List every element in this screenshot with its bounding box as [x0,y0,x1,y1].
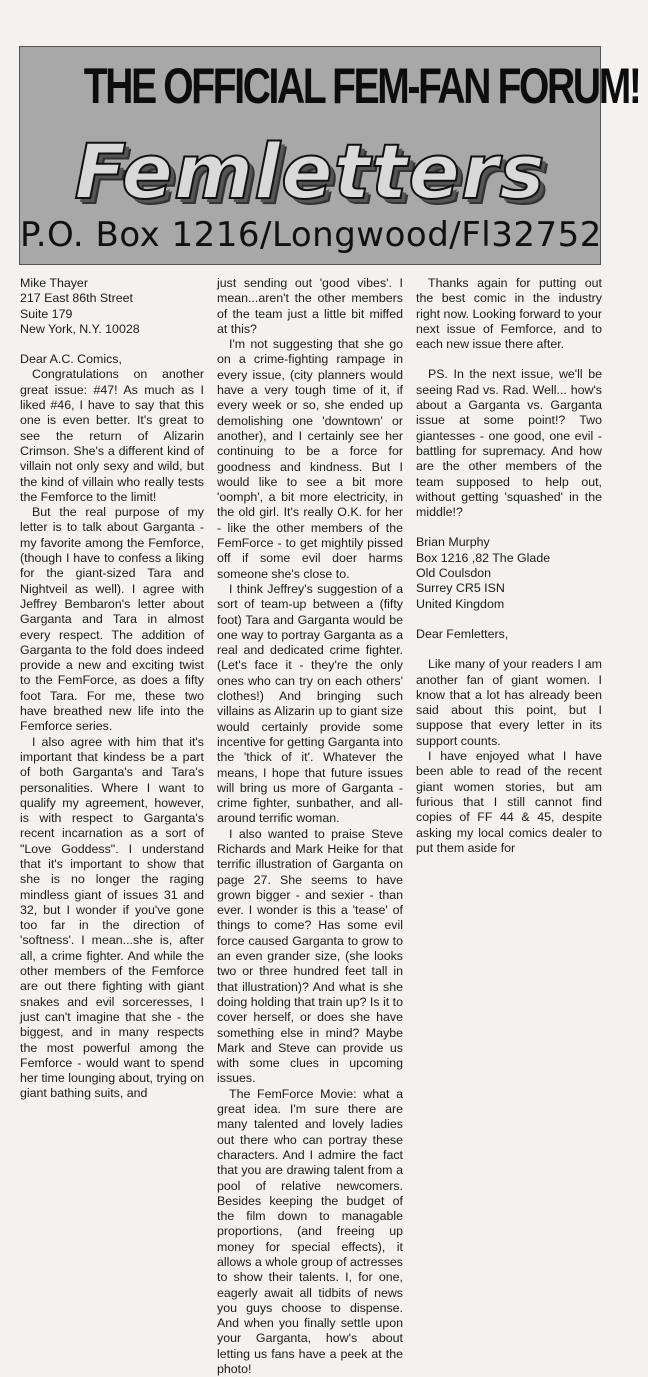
sender-line: Mike Thayer [20,276,88,290]
sender-line: Suite 179 [20,306,73,321]
sender-address-2 [416,535,602,611]
mailing-address: P.O. Box 1216/Longwood/Fl32752 [20,215,602,255]
paragraph: Thanks again for putting out the best comic in the industry right now. Looking forward to your next issue of Femforce, and to each new issue there after. [416,276,602,352]
sender-address-1 [20,276,204,337]
sender-line: Brian Murphy [416,535,490,550]
paragraph: But the real purpose of my letter is to talk about Garganta - my favorite among the Femforce, (though I have to confess a liking for the giant-sized Tara and Nightveil as well). I agree with Jeffrey Bembaron's letter about Garganta and Tara in almost every respect. The addition of Garganta to the fold does indeed provide a new and exciting twist to the FemForce, as does a fifty foot Tara. For me, these two have breathed new life into the Femforce series. [20,505,204,734]
editor-reply: PS. In the next issue, we'll be seeing Rad vs. Rad. Well... how's about a Garganta vs. Garganta issue at some point!? Two giantesses - one good, one evil - battling for supremacy. And how are the other members of the team supposed to help out, without getting 'squashed' in the middle!? [416,367,602,520]
femletters-logo: Femletters [74,127,546,216]
forum-title: THE OFFICIAL FEM-FAN FORUM! [83,58,640,114]
forum-header [19,46,640,265]
salutation: Dear A.C. Comics, [20,352,122,367]
sender-line: Old Coulsdon [416,566,492,581]
paragraph: I also wanted to praise Steve Richards and Mark Heike for that terrific illustration of Garganta on page 27. She seems to have grown bigger - and sexier - than ever. I wonder is this a 'tease' of things to come? Has some evil force caused Garganta to grow to an even grander size, (she looks two or three hundred feet tall in that illustration)? And what is she doing holding that train up? Is it to cover herself, or does she have something else in mind? Maybe Mark and Steve can provide us with some clues in upcoming issues. [217,826,403,1086]
sender-line: Box 1216 ,82 The Glade [416,550,551,565]
column-3 [416,276,602,856]
paragraph: The FemForce Movie: what a great idea. I'm sure there are many talented and lovely ladies out there who can portray these characters. And I admire the fact that you are drawing talent from a pool of relative newcomers. Besides keeping the budget of the film down to managable proportions, (and freeing up money for special effects), it allows a whole group of actresses to show their talents. I, for one, eagerly await all tidbits of news you guys choose to dispense. And when you finally settle upon your Garganta, how's about letting us fans have a peek at the photo! [217,1086,403,1377]
paragraph: I think Jeffrey's suggestion of a sort of team-up between a (fifty foot) Tara and Garganta would be one way to portray Garganta as a real and dedicated crime fighter. (Let's face it - they're the only ones who can try on each others' clothes!) And bringing such villains as Alizarin up to giant size would certainly provide some incentive for getting Garganta into the 'thick of it'. Whatever the means, I hope that future issues will bring us more of Garganta - crime fighter, sunbather, and all-around terrific woman. [217,581,403,826]
paragraph: I'm not suggesting that she go on a crime-fighting rampage in every issue, (city planners would have a very tough time of it, if every week or so, she ended up demolishing one 'downtown' or another), and I certainly see her continuing to be a force for goodness and kindness. But I would like to see a bit more 'oomph', a bit more electricity, in the old girl. It's really O.K. for her - like the other members of the FemForce - to get mightily pissed off if some evil doer harms someone she's close to. [217,337,403,581]
sender-line: United Kingdom [416,596,505,611]
paragraph: I also agree with him that it's important that kindess be a part of both Garganta's and Tara's personalities. Where I want to qualify my agreement, however, is with respect to Garganta's recent incarnation as a sort of "Love Goddess". I understand that it's important to show that she is no longer the raging mindless giant of issues 31 and 32, but I wonder if you've gone too far in the direction of 'softness'. I mean...she is, after all, a crime fighter. And while the other members of the Femforce are out there fighting with giant snakes and evil sorceresses, I just can't imagine that she - the biggest, and in many respects the most powerful among the Femforce - would want to spend her time lounging about, trying on giant bathing suits, and [20,734,204,1101]
paragraph: Congratulations on another great issue: #47! As much as I liked #46, I have to say that this one is even better. It's great to see the return of Alizarin Crimson. She's a different kind of villain not only sexy and wild, but the kind of villain who really tests the Femforce to the limit! [20,367,204,504]
paragraph: just sending out 'good vibes'. I mean...aren't the other members of the team just a little bit miffed at this? [217,276,403,336]
column-1 [20,276,204,1102]
sender-line: Surrey CR5 ISN [416,581,505,596]
column-2 [217,276,403,1377]
paragraph: Like many of your readers I am another fan of giant women. I know that a lot has already been said about this point, but I suppose that every letter in its support counts. [416,657,602,748]
paragraph: I have enjoyed what I have been able to read of the recent giant women stories, but am furious that I still cannot find copies of FF 44 & 45, despite asking my local comics dealer to put them aside for [416,749,602,855]
sender-line: New York, N.Y. 10028 [20,321,140,336]
sender-line: 217 East 86th Street [20,291,133,306]
salutation: Dear Femletters, [416,626,509,641]
